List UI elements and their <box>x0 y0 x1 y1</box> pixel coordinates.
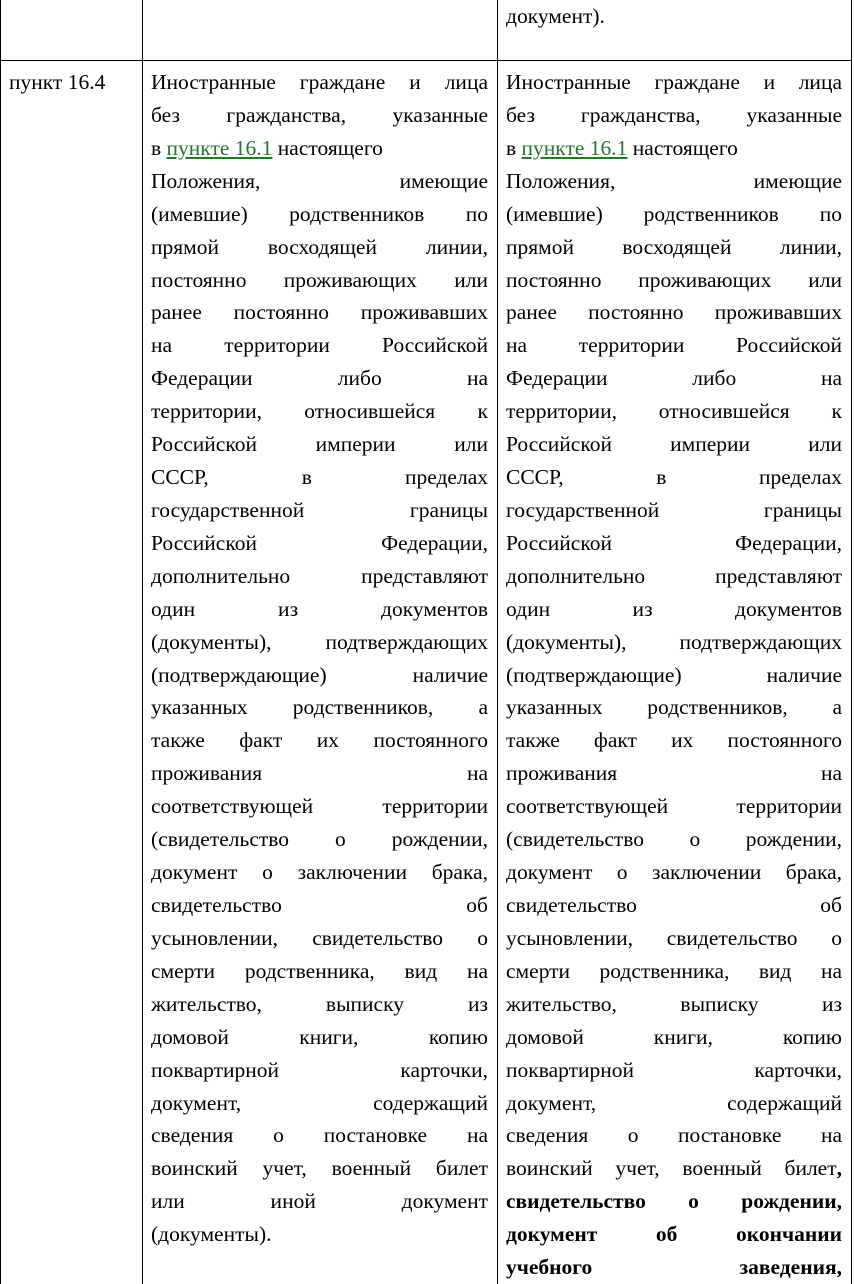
table-border-left <box>0 0 1 1284</box>
text-line: в пункте 16.1 настоящего <box>506 135 738 160</box>
text-line: жительство, выписку из <box>151 991 488 1016</box>
text-line: документ, содержащий <box>151 1090 488 1115</box>
text-line: на территории Российской <box>506 333 842 358</box>
text-line: указанных родственников, а <box>506 695 842 720</box>
text-line: воинский учет, военный билет, <box>506 1156 842 1181</box>
text-line: Положения, имеющие <box>151 168 488 193</box>
added-text: учебного заведения, <box>506 1255 842 1280</box>
text-line: жительство, выписку из <box>506 991 842 1016</box>
added-text: , <box>836 1156 842 1181</box>
table-divider-2 <box>497 0 498 1284</box>
text-line: сведения о постановке на <box>506 1123 842 1148</box>
added-text: документ об окончании <box>506 1222 842 1247</box>
text-line: Федерации либо на <box>151 366 488 391</box>
text-line <box>506 1185 842 1218</box>
text-line <box>506 1251 842 1284</box>
text-line: СССР, в пределах <box>151 465 488 490</box>
text-line: (свидетельство о рождении, <box>151 827 488 852</box>
text-line: СССР, в пределах <box>506 465 842 490</box>
text-line: проживания на <box>151 761 488 786</box>
text-line: ранее постоянно проживавших <box>151 300 488 325</box>
text-line: смерти родственника, вид на <box>506 958 842 983</box>
text-line: на территории Российской <box>151 333 488 358</box>
text-line: без гражданства, указанные <box>506 102 842 127</box>
text-line: документ о заключении брака, <box>506 860 842 885</box>
text-line: указанных родственников, а <box>151 695 488 720</box>
text-line: (имевшие) родственников по <box>151 201 488 226</box>
text-line: дополнительно представляют <box>151 563 488 588</box>
paragraph-link[interactable]: пункте 16.1 <box>166 135 273 160</box>
text-line: (подтверждающие) наличие <box>151 662 488 687</box>
text-line: сведения о постановке на <box>151 1123 488 1148</box>
text-line: Российской Федерации, <box>151 530 488 555</box>
section-label: пункт 16.4 <box>9 70 106 94</box>
text-line: (документы), подтверждающих <box>506 629 842 654</box>
text-line: смерти родственника, вид на <box>151 958 488 983</box>
text-line: (подтверждающие) наличие <box>506 662 842 687</box>
text-line: без гражданства, указанные <box>151 102 488 127</box>
text-line: (свидетельство о рождении, <box>506 827 842 852</box>
text-line: ранее постоянно проживавших <box>506 300 842 325</box>
text-line: (документы), подтверждающих <box>151 629 488 654</box>
text-line: домовой книги, копию <box>151 1024 488 1049</box>
text-line: усыновлении, свидетельство о <box>506 925 842 950</box>
top-row-cell-text: документ). <box>506 4 605 28</box>
text-line: соответствующей территории <box>151 794 488 819</box>
text-line: прямой восходящей линии, <box>506 234 842 259</box>
table-border-right <box>851 0 852 1284</box>
text-line: прямой восходящей линии, <box>151 234 488 259</box>
text-line: один из документов <box>151 596 488 621</box>
text-line: государственной границы <box>506 497 842 522</box>
text-line: или иной документ <box>151 1189 488 1214</box>
text-line: воинский учет, военный билет <box>151 1156 488 1181</box>
text-line: (имевшие) родственников по <box>506 201 842 226</box>
text-line: проживания на <box>506 761 842 786</box>
text-line: дополнительно представляют <box>506 563 842 588</box>
text-line: государственной границы <box>151 497 488 522</box>
text-line: поквартирной карточки, <box>151 1057 488 1082</box>
text-line: усыновлении, свидетельство о <box>151 925 488 950</box>
text-line <box>506 1218 842 1251</box>
text-line: домовой книги, копию <box>506 1024 842 1049</box>
text-line: один из документов <box>506 596 842 621</box>
added-text: свидетельство о рождении, <box>506 1189 842 1214</box>
text-line: территории, относившейся к <box>151 399 488 424</box>
row-separator <box>0 60 852 61</box>
text-line: документ о заключении брака, <box>151 860 488 885</box>
text-line: Федерации либо на <box>506 366 842 391</box>
text-line: также факт их постоянного <box>151 728 488 753</box>
text-line: свидетельство об <box>506 893 842 917</box>
text-line: Положения, имеющие <box>506 168 842 193</box>
text-line: также факт их постоянного <box>506 728 842 753</box>
text-line: Иностранные граждане и лица <box>151 70 488 94</box>
text-line: (документы). <box>151 1222 272 1247</box>
text-line: Иностранные граждане и лица <box>506 70 842 94</box>
text-line: свидетельство об <box>151 893 488 917</box>
text-line: соответствующей территории <box>506 794 842 819</box>
table-divider-1 <box>142 0 143 1284</box>
text-line: постоянно проживающих или <box>506 267 842 292</box>
text-line: постоянно проживающих или <box>151 267 488 292</box>
text-line: Российской империи или <box>151 432 488 457</box>
text-line: Российской Федерации, <box>506 530 842 555</box>
text-line: документ, содержащий <box>506 1090 842 1115</box>
text-line: территории, относившейся к <box>506 399 842 424</box>
paragraph-link[interactable]: пункте 16.1 <box>521 135 628 160</box>
text-line: Российской империи или <box>506 432 842 457</box>
text-line: поквартирной карточки, <box>506 1057 842 1082</box>
text-line: в пункте 16.1 настоящего <box>151 135 383 160</box>
